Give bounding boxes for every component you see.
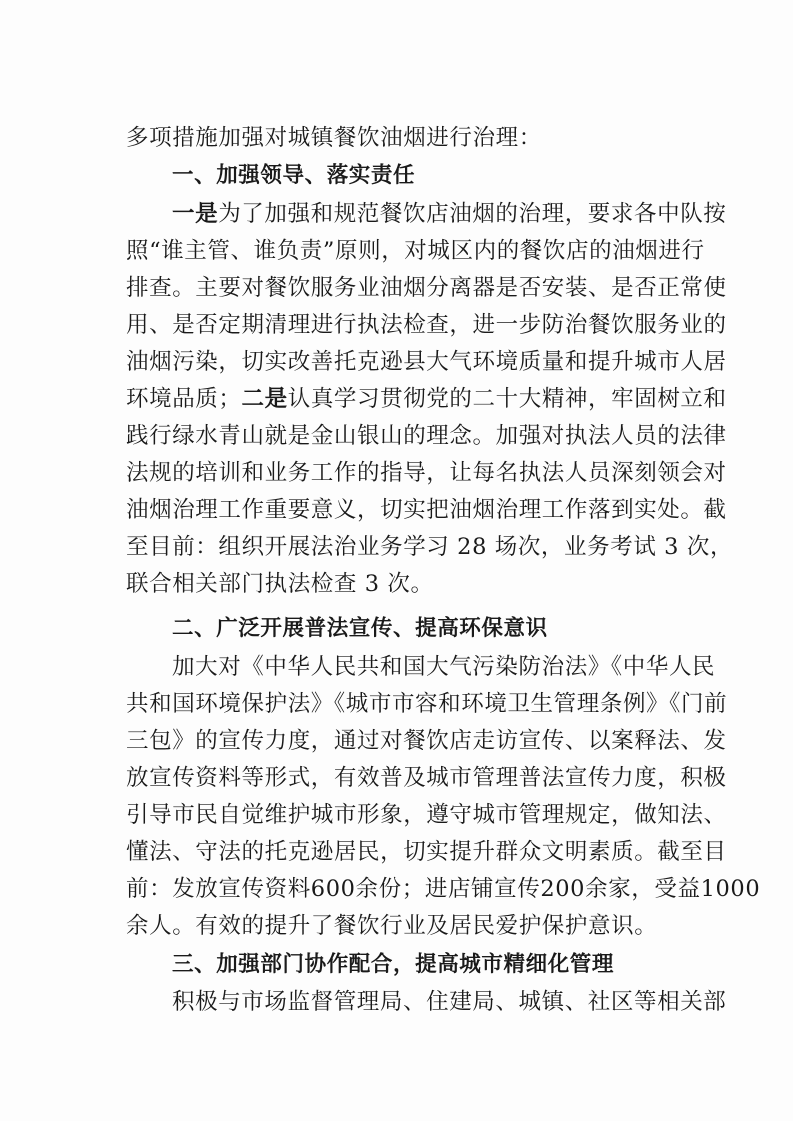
paragraph-text: 认真学习贯彻党的二十大精神，牢固树立和 (287, 386, 727, 412)
paragraph-line: 引导市民自觉维护城市形象，遵守城市管理规定，做知法、 (126, 802, 727, 828)
paragraph-line: 联合相关部门执法检查 3 次。 (126, 571, 434, 597)
emphasis-first: 一是 (172, 201, 219, 227)
paragraph-line (126, 381, 727, 417)
paragraph-line (172, 196, 727, 232)
paragraph-line: 践行绿水青山就是金山银山的理念。加强对执法人员的法律 (126, 423, 727, 449)
paragraph-line: 法规的培训和业务工作的指导，让每名执法人员深刻领会对 (126, 460, 727, 486)
paragraph-line: 油烟治理工作重要意义，切实把油烟治理工作落到实处。截 (126, 497, 727, 523)
paragraph-text: 为了加强和规范餐饮店油烟的治理，要求各中队按 (218, 201, 727, 227)
paragraph-text: 环境品质； (126, 386, 242, 412)
paragraph-line: 至目前：组织开展法治业务学习 28 场次，业务考试 3 次， (126, 534, 734, 560)
paragraph-line: 懂法、守法的托克逊居民，切实提升群众文明素质。截至目 (126, 839, 727, 865)
paragraph-line: 共和国环境保护法》《城市市容和环境卫生管理条例》《门前 (126, 691, 728, 717)
section-heading-1: 一、加强领导、落实责任 (172, 163, 416, 188)
paragraph-line: 用、是否定期清理进行执法检查，进一步防治餐饮服务业的 (126, 312, 727, 338)
paragraph-line: 排查。主要对餐饮服务业油烟分离器是否安装、是否正常使 (126, 275, 727, 301)
section-heading-2: 二、广泛开展普法宣传、提高环保意识 (172, 616, 548, 641)
paragraph-line: 加大对《中华人民共和国大气污染防治法》《中华人民 (172, 654, 716, 680)
section-heading-3: 三、加强部门协作配合，提高城市精细化管理 (172, 952, 615, 977)
paragraph-line: 余人。有效的提升了餐饮行业及居民爱护保护意识。 (126, 913, 658, 939)
paragraph-line: 油烟污染，切实改善托克逊县大气环境质量和提升城市人居 (126, 349, 727, 375)
paragraph-line: 照“谁主管、谁负责”原则，对城区内的餐饮店的油烟进行 (126, 238, 705, 264)
intro-line: 多项措施加强对城镇餐饮油烟进行治理： (126, 125, 542, 151)
paragraph-line: 放宣传资料等形式，有效普及城市管理普法宣传力度，积极 (126, 765, 727, 791)
paragraph-line: 积极与市场监督管理局、住建局、城镇、社区等相关部 (172, 989, 727, 1015)
emphasis-second: 二是 (241, 386, 288, 412)
paragraph-line: 前：发放宣传资料600余份；进店铺宣传200余家，受益1000 (126, 876, 761, 902)
paragraph-line: 三包》的宣传力度，通过对餐饮店走访宣传、以案释法、发 (126, 728, 727, 754)
